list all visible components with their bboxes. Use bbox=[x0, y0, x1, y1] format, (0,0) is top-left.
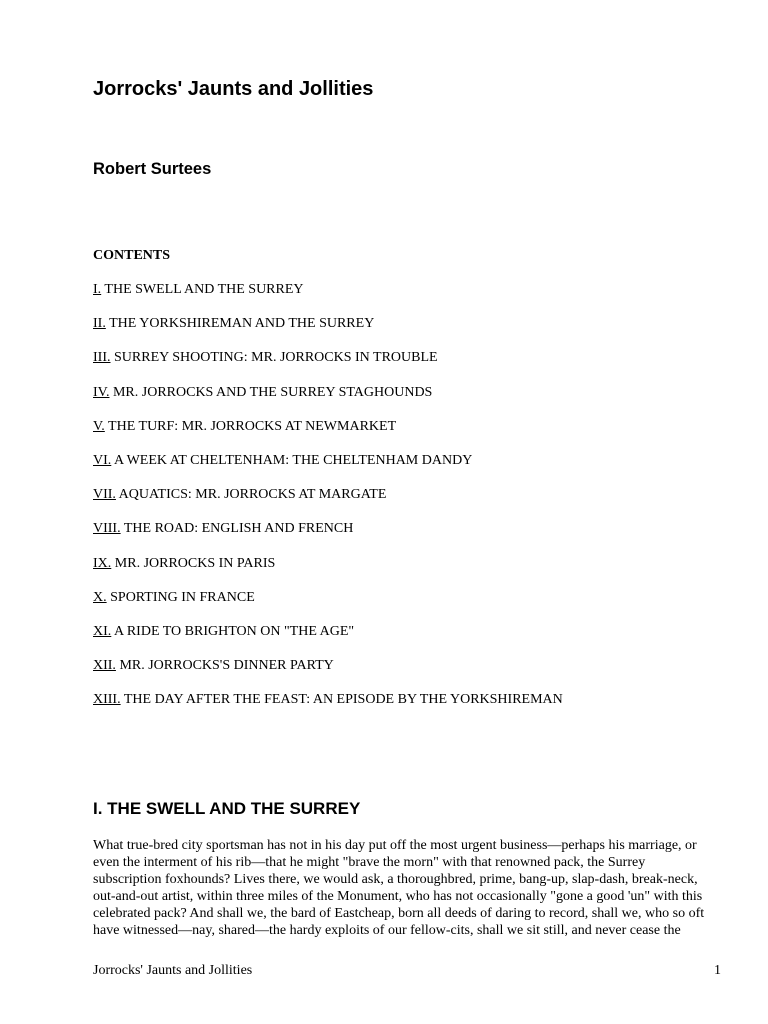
toc-item bbox=[93, 691, 563, 725]
toc-item bbox=[93, 349, 563, 383]
toc-item-title: MR. JORROCKS IN PARIS bbox=[111, 555, 276, 571]
toc-item bbox=[93, 418, 563, 452]
paragraph-line: even the interment of his rib—that he might "brave the morn" with that renowned pack, the Surrey bbox=[93, 855, 646, 870]
toc-link[interactable]: IV. bbox=[93, 384, 110, 400]
toc-link[interactable]: X. bbox=[93, 589, 107, 605]
toc-item bbox=[93, 384, 563, 418]
chapter-heading: I. THE SWELL AND THE SURREY bbox=[93, 799, 361, 818]
toc-item-title: THE YORKSHIREMAN AND THE SURREY bbox=[105, 316, 375, 332]
toc-item bbox=[93, 520, 563, 554]
toc-item-title: MR. JORROCKS'S DINNER PARTY bbox=[115, 658, 334, 674]
toc-link[interactable]: XI. bbox=[93, 623, 112, 639]
toc-item bbox=[93, 589, 563, 623]
toc-link[interactable]: VI. bbox=[93, 452, 112, 468]
toc-item-title: AQUATICS: MR. JORROCKS AT MARGATE bbox=[115, 487, 387, 503]
paragraph-line: have witnessed—nay, shared—the hardy exploits of our fellow-cits, shall we sit still, and never cease the bbox=[93, 923, 681, 938]
toc-link[interactable]: III. bbox=[93, 350, 111, 366]
toc-item-title: THE TURF: MR. JORROCKS AT NEWMARKET bbox=[104, 418, 397, 434]
toc-link[interactable]: VIII. bbox=[93, 521, 121, 537]
toc-link[interactable]: VII. bbox=[93, 487, 116, 503]
toc-link[interactable]: IX. bbox=[93, 555, 112, 571]
author-name: Robert Surtees bbox=[93, 160, 212, 178]
toc-link[interactable]: XIII. bbox=[93, 692, 121, 708]
toc-item-title: THE ROAD: ENGLISH AND FRENCH bbox=[120, 521, 354, 537]
toc-link[interactable]: XII. bbox=[93, 658, 116, 674]
chapter-paragraph bbox=[93, 837, 704, 939]
toc-item bbox=[93, 315, 563, 349]
page-number: 1 bbox=[714, 963, 721, 978]
toc-item bbox=[93, 452, 563, 486]
paragraph-line: What true-bred city sportsman has not in his day put off the most urgent business—perhaps his marriage, or bbox=[93, 838, 697, 853]
paragraph-line: subscription foxhounds? Lives there, we would ask, a thoroughbred, prime, bang-up, slap-dash, break-neck, bbox=[93, 872, 698, 887]
contents-heading: CONTENTS bbox=[93, 248, 171, 263]
toc-link[interactable]: I. bbox=[93, 282, 102, 297]
table-of-contents bbox=[93, 281, 563, 725]
toc-item-title: THE DAY AFTER THE FEAST: AN EPISODE BY THE YORKSHIREMAN bbox=[120, 692, 563, 708]
footer-title: Jorrocks' Jaunts and Jollities bbox=[93, 963, 253, 978]
toc-item-title: MR. JORROCKS AND THE SURREY STAGHOUNDS bbox=[109, 384, 433, 400]
toc-item-title: THE SWELL AND THE SURREY bbox=[101, 282, 304, 297]
toc-item bbox=[93, 623, 563, 657]
toc-item bbox=[93, 281, 563, 315]
toc-item-title: A RIDE TO BRIGHTON ON "THE AGE" bbox=[111, 623, 355, 639]
book-title: Jorrocks' Jaunts and Jollities bbox=[93, 78, 374, 100]
toc-item bbox=[93, 555, 563, 589]
toc-item bbox=[93, 486, 563, 520]
paragraph-line: out-and-out artist, within three miles of the Monument, who has not occasionally "gone a good 'un" with this bbox=[93, 889, 703, 904]
toc-item-title: SURREY SHOOTING: MR. JORROCKS IN TROUBLE bbox=[110, 350, 438, 366]
paragraph-line: celebrated pack? And shall we, the bard of Eastcheap, born all deeds of daring to record, shall we, who so oft bbox=[93, 906, 705, 921]
toc-item bbox=[93, 657, 563, 691]
toc-link[interactable]: II. bbox=[93, 316, 106, 332]
toc-item-title: SPORTING IN FRANCE bbox=[106, 589, 255, 605]
toc-link[interactable]: V. bbox=[93, 418, 105, 434]
toc-item-title: A WEEK AT CHELTENHAM: THE CHELTENHAM DANDY bbox=[111, 452, 473, 468]
